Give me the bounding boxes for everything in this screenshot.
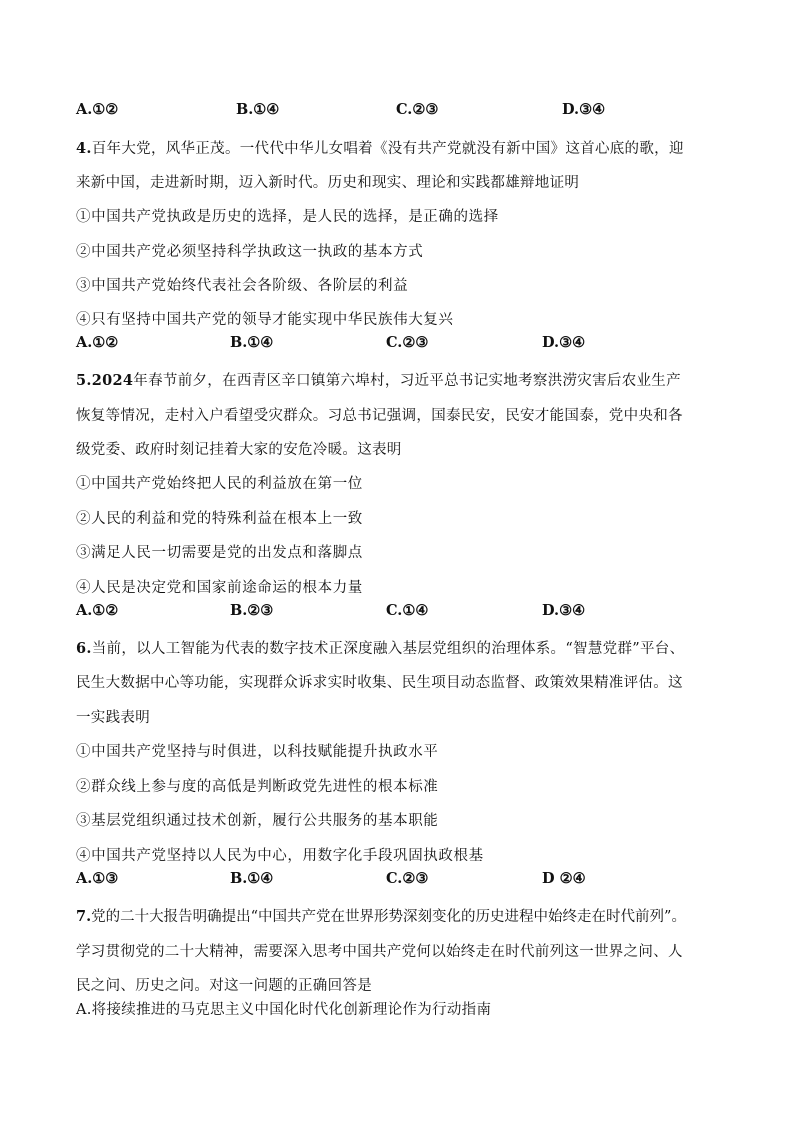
q5-stem-line1 (76, 369, 681, 390)
q4-option-a[interactable]: A.①② (76, 334, 119, 351)
q3-option-c[interactable]: C.②③ (396, 101, 439, 118)
q4-statement-4: ④只有坚持中国共产党的领导才能实现中华民族伟大复兴 (76, 312, 454, 328)
q7-stem-line2: 学习贯彻党的二十大精神，需要深入思考中国共产党何以始终走在时代前列这一世界之问、人 (76, 944, 683, 960)
q5-option-d[interactable]: D.③④ (542, 602, 586, 619)
q4-statement-1: ①中国共产党执政是历史的选择，是人民的选择，是正确的选择 (76, 209, 499, 225)
q4-option-d[interactable]: D.③④ (542, 334, 586, 351)
q5-stem-line2: 恢复等情况，走村入户看望受灾群众。习总书记强调，国泰民安，民安才能国泰，党中央和各 (76, 408, 683, 424)
q6-statement-2: ②群众线上参与度的高低是判断政党先进性的根本标准 (76, 779, 439, 795)
q6-stem-line3: 一实践表明 (76, 710, 150, 726)
q3-option-b[interactable]: B.①④ (236, 101, 280, 118)
q5-statement-2: ②人民的利益和党的特殊利益在根本上一致 (76, 511, 363, 527)
q5-number: 5.2024 (76, 372, 134, 389)
q5-option-b[interactable]: B.②③ (230, 602, 274, 619)
q4-statement-3: ③中国共产党始终代表社会各阶级、各阶层的利益 (76, 278, 409, 294)
q4-options (76, 334, 736, 356)
q7-stem-line1 (76, 905, 686, 926)
q6-option-b[interactable]: B.①④ (230, 870, 274, 887)
q4-statement-2: ②中国共产党必须坚持科学执政这一执政的基本方式 (76, 244, 424, 260)
q5-options (76, 602, 736, 624)
q4-number: 4. (76, 140, 92, 157)
q6-options (76, 870, 736, 892)
q6-stem-line2: 民生大数据中心等功能，实现群众诉求实时收集、民生项目动态监督、政策效果精准评估。这 (76, 675, 683, 691)
q6-option-a[interactable]: A.①③ (76, 870, 119, 887)
q3-option-a[interactable]: A.①② (76, 101, 119, 118)
q6-stem-text1: 当前，以人工智能为代表的数字技术正深度融入基层党组织的治理体系。“智慧党群”平台、 (91, 641, 685, 657)
q6-statement-1: ①中国共产党坚持与时俱进，以科技赋能提升执政水平 (76, 744, 439, 760)
q3-options (76, 101, 736, 123)
q6-option-c[interactable]: C.②③ (386, 870, 429, 887)
q5-option-c[interactable]: C.①④ (386, 602, 429, 619)
q6-option-d[interactable]: D ②④ (542, 870, 586, 887)
q5-statement-3: ③满足人民一切需要是党的出发点和落脚点 (76, 545, 363, 561)
q4-option-c[interactable]: C.②③ (386, 334, 429, 351)
q4-stem-text1: 百年大党，风华正茂。一代代中华儿女唱着《没有共产党就没有新中国》这首心底的歌，迎 (91, 141, 684, 157)
q4-stem-line1 (76, 137, 684, 158)
q5-statement-4: ④人民是决定党和国家前途命运的根本力量 (76, 580, 363, 596)
q6-number: 6. (76, 640, 92, 657)
q3-option-d[interactable]: D.③④ (562, 101, 606, 118)
q6-stem-line1 (76, 637, 684, 658)
q4-stem-line2: 来新中国，走进新时期，迈入新时代。历史和现实、理论和实践都雄辩地证明 (76, 175, 580, 191)
q5-statement-1: ①中国共产党始终把人民的利益放在第一位 (76, 476, 363, 492)
q5-stem-line3: 级党委、政府时刻记挂着大家的安危冷暖。这表明 (76, 442, 402, 458)
q7-stem-line3: 民之问、历史之问。对这一问题的正确回答是 (76, 978, 372, 994)
q4-option-b[interactable]: B.①④ (230, 334, 274, 351)
q6-statement-4: ④中国共产党坚持以人民为中心，用数字化手段巩固执政根基 (76, 848, 484, 864)
q6-statement-3: ③基层党组织通过技术创新，履行公共服务的基本职能 (76, 813, 439, 829)
q7-stem-text1: 党的二十大报告明确提出“中国共产党在世界形势深刻变化的历史进程中始终走在时代前列”。 (91, 909, 686, 925)
q5-option-a[interactable]: A.①② (76, 602, 119, 619)
q7-number: 7. (76, 908, 92, 925)
q7-option-a[interactable]: A.将接续推进的马克思主义中国化时代化创新理论作为行动指南 (76, 1002, 492, 1018)
q5-stem-text1: 年春节前夕，在西青区辛口镇第六埠村，习近平总书记实地考察洪涝灾害后农业生产 (133, 373, 681, 389)
